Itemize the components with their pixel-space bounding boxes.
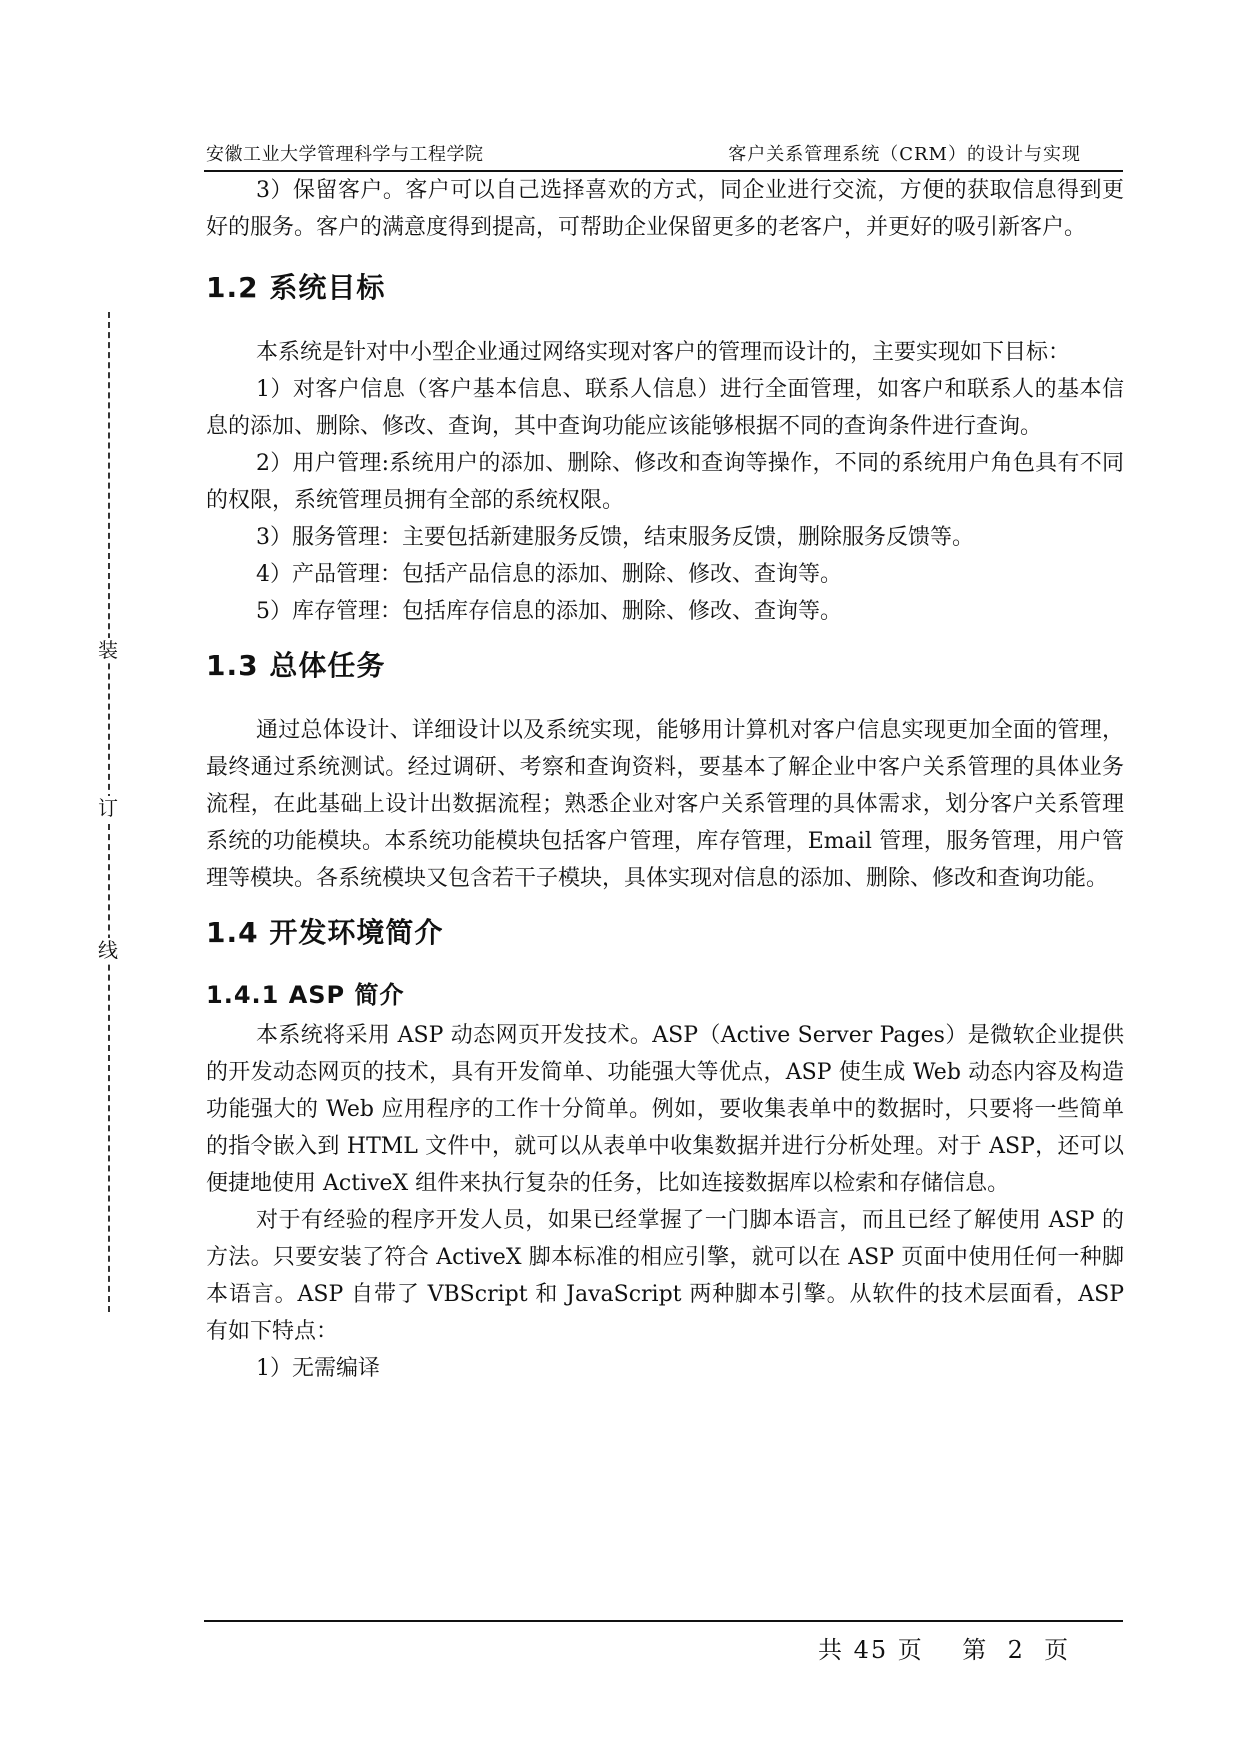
paragraph-asp-scripting: 对于有经验的程序开发人员，如果已经掌握了一门脚本语言，而且已经了解使用 ASP 的方法。只要安装了符合 ActiveX 脚本标准的相应引擎，就可以在 ASP 页面中使用任何一种脚本语言。ASP 自带了 VBScript 和 JavaScript 两种脚本引擎。从软件的技术层面看，ASP 有如下特点： [206,1208,1124,1344]
paragraph-retain-customers: 3）保留客户。客户可以自己选择喜欢的方式，同企业进行交流，方便的获取信息得到更好的服务。客户的满意度得到提高，可帮助企业保留更多的老客户，并更好的吸引新客户。 [206,178,1124,240]
heading-1-2: 1.2 系统目标 [206,271,386,304]
header-title: 客户关系管理系统（CRM）的设计与实现 [728,144,1081,165]
binding-char-ding: 订 [98,796,118,820]
paragraph-goal-3: 3）服务管理：主要包括新建服务反馈，结束服务反馈，删除服务反馈等。 [256,525,974,550]
header-institution: 安徽工业大学管理科学与工程学院 [206,144,484,165]
heading-1-4-1: 1.4.1 ASP 简介 [206,981,405,1009]
page-content [206,172,1124,1387]
paragraph-goal-5: 5）库存管理：包括库存信息的添加、删除、修改、查询等。 [256,599,842,624]
paragraph-asp-intro: 本系统将采用 ASP 动态网页开发技术。ASP（Active Server Pages）是微软企业提供的开发动态网页的技术，具有开发简单、功能强大等优点，ASP 使生成 Web 动态内容及构造功能强大的 Web 应用程序的工作十分简单。例如，要收集表单中的数据时，只要将一些简单的指令嵌入到 HTML 文件中，就可以从表单中收集数据并进行分析处理。对于 ASP，还可以便捷地使用 ActiveX 组件来执行复杂的任务，比如连接数据库以检索和存储信息。 [206,1023,1124,1196]
paragraph-goal-intro: 本系统是针对中小型企业通过网络实现对客户的管理而设计的，主要实现如下目标： [256,340,1071,365]
footer-rule [204,1620,1123,1622]
paragraph-asp-feature-1: 1）无需编译 [256,1356,380,1381]
paragraph-overall-task: 通过总体设计、详细设计以及系统实现，能够用计算机对客户信息实现更加全面的管理，最终通过系统测试。经过调研、考察和查询资料，要基本了解企业中客户关系管理的具体业务流程，在此基础上设计出数据流程；熟悉企业对客户关系管理的具体需求，划分客户关系管理系统的功能模块。本系统功能模块包括客户管理，库存管理，Email 管理，服务管理，用户管理等模块。各系统模块又包含若干子模块，具体实现对信息的添加、删除、修改和查询功能。 [206,718,1124,891]
paragraph-goal-1: 1）对客户信息（客户基本信息、联系人信息）进行全面管理，如客户和联系人的基本信息的添加、删除、修改、查询，其中查询功能应该能够根据不同的查询条件进行查询。 [206,377,1124,439]
binding-char-xian: 线 [98,938,118,962]
heading-1-3: 1.3 总体任务 [206,649,386,682]
heading-1-4: 1.4 开发环境简介 [206,916,444,949]
paragraph-goal-2: 2）用户管理:系统用户的添加、删除、修改和查询等操作，不同的系统用户角色具有不同的权限，系统管理员拥有全部的系统权限。 [206,451,1124,513]
binding-char-zhuang: 装 [98,638,118,662]
paragraph-goal-4: 4）产品管理：包括产品信息的添加、删除、修改、查询等。 [256,562,842,587]
page-number: 共 45 页 第 2 页 [818,1636,1071,1664]
